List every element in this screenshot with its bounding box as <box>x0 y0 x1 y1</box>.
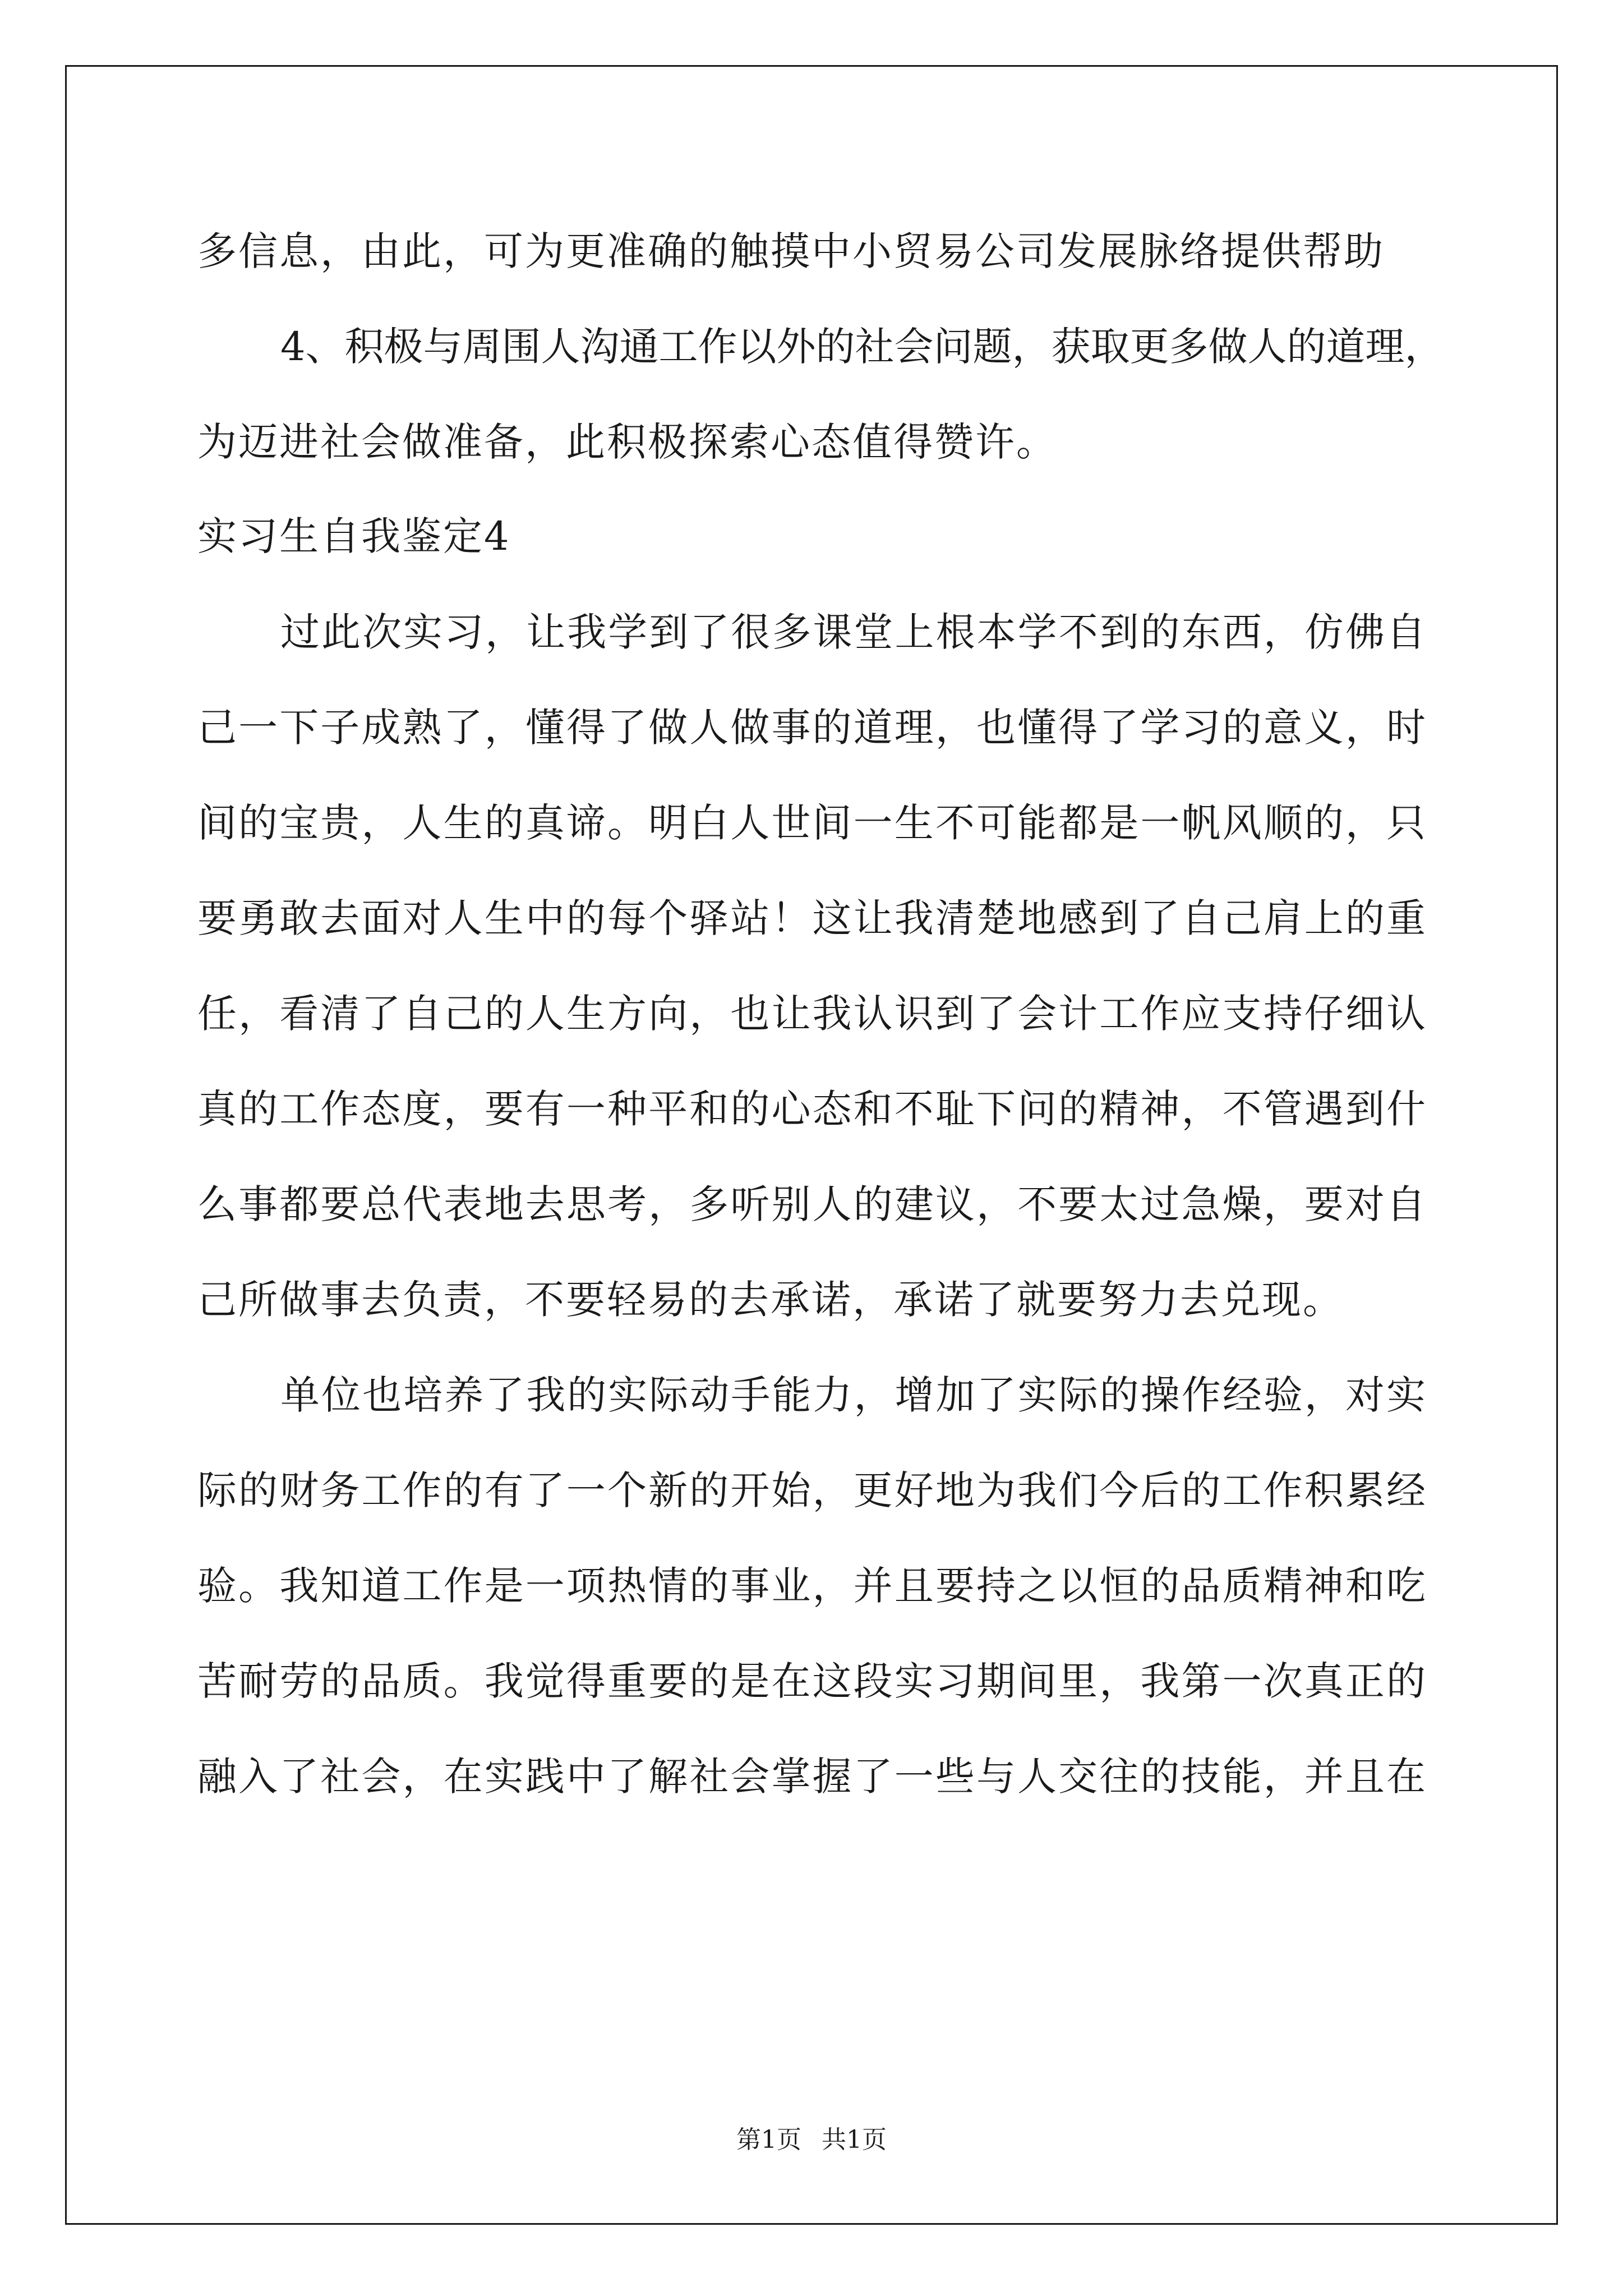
text-line: 际的财务工作的有了一个新的开始，更好地为我们今后的工作积累经 <box>197 1467 1426 1513</box>
text-line: 为迈进社会做准备，此积极探索心态值得赞许。 <box>197 419 1057 465</box>
page-total: 共1页 <box>822 2125 887 2154</box>
page-footer <box>0 2123 1623 2157</box>
text-line: 任，看清了自己的人生方向，也让我认识到了会计工作应支持仔细认 <box>197 991 1426 1037</box>
text-line: 验。我知道工作是一项热情的事业，并且要持之以恒的品质精神和吃 <box>197 1563 1426 1609</box>
text-line: 苦耐劳的品质。我觉得重要的是在这段实习期间里，我第一次真正的 <box>197 1658 1426 1704</box>
page-border <box>65 65 1558 2225</box>
text-line: 单位也培养了我的实际动手能力，增加了实际的操作经验，对实 <box>280 1372 1426 1418</box>
text-line: 要勇敢去面对人生中的每个驿站！这让我清楚地感到了自己肩上的重 <box>197 895 1426 941</box>
text-line: 过此次实习，让我学到了很多课堂上根本学不到的东西，仿佛自 <box>280 609 1426 655</box>
section-heading: 实习生自我鉴定4 <box>197 513 511 559</box>
text-line: 己一下子成熟了，懂得了做人做事的道理，也懂得了学习的意义，时 <box>197 705 1426 751</box>
text-line: 己所做事去负责，不要轻易的去承诺，承诺了就要努力去兑现。 <box>197 1277 1344 1323</box>
text-line: 么事都要总代表地去思考，多听别人的建议，不要太过急燥，要对自 <box>197 1181 1426 1227</box>
text-line: 4、积极与周围人沟通工作以外的社会问题，获取更多做人的道理， <box>280 324 1444 370</box>
page-number: 第1页 <box>736 2125 801 2154</box>
text-line: 真的工作态度，要有一种平和的心态和不耻下问的精神，不管遇到什 <box>197 1086 1426 1132</box>
text-line: 间的宝贵，人生的真谛。明白人世间一生不可能都是一帆风顺的，只 <box>197 800 1426 846</box>
text-line: 融入了社会，在实践中了解社会掌握了一些与人交往的技能，并且在 <box>197 1754 1426 1800</box>
text-line: 多信息，由此，可为更准确的触摸中小贸易公司发展脉络提供帮助 <box>197 228 1385 274</box>
